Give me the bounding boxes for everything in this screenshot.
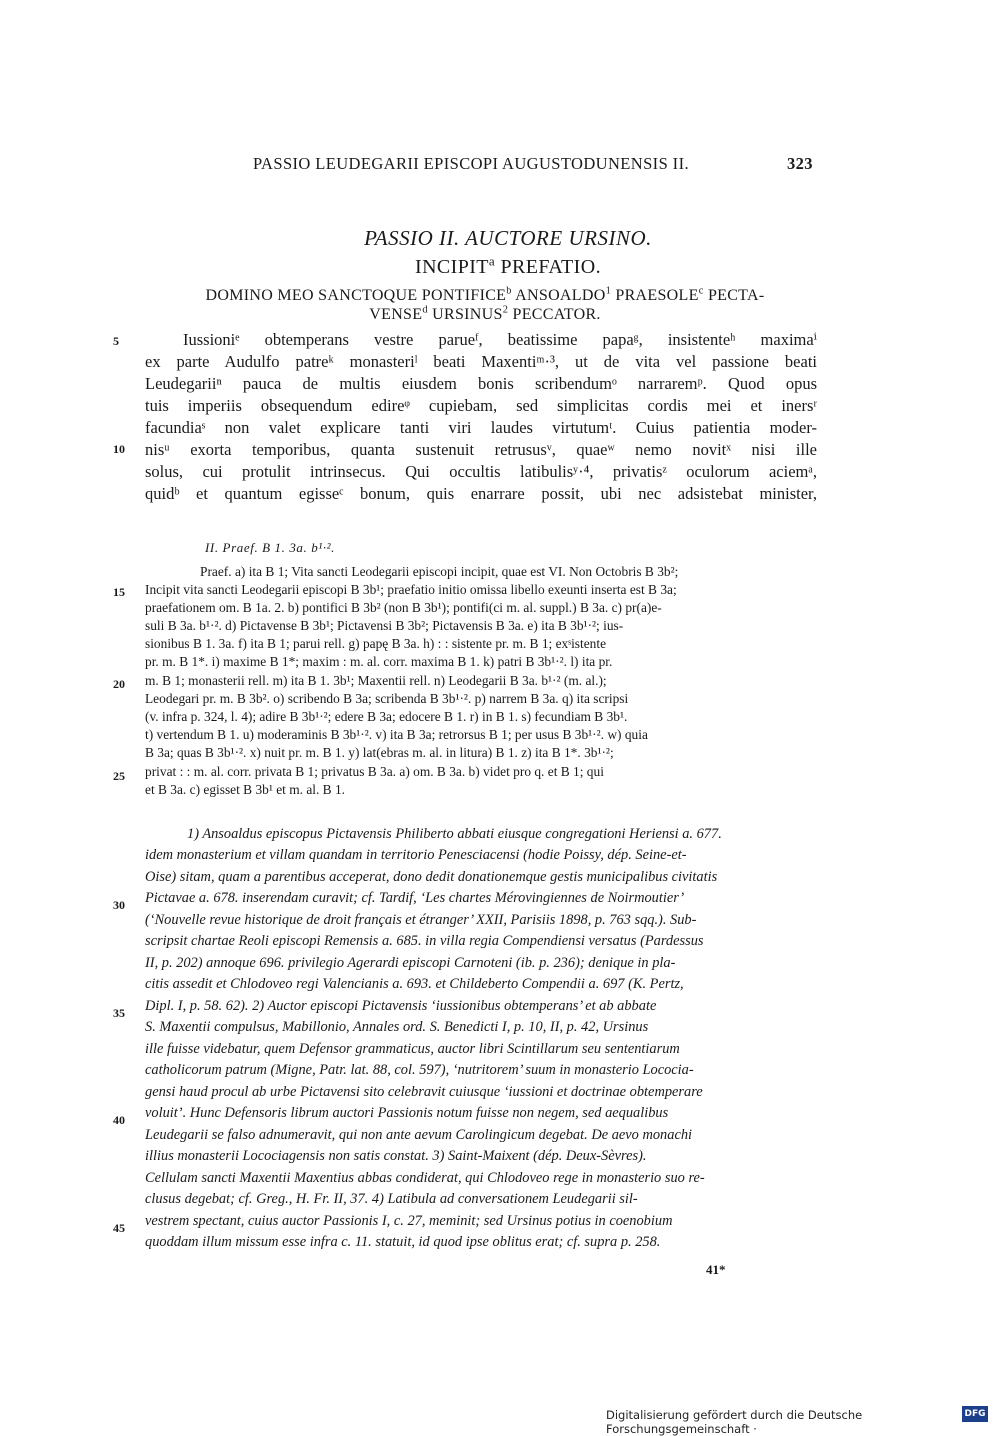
- dedication-sup: 2: [502, 304, 509, 316]
- line-number: 40: [113, 1113, 125, 1127]
- footnote-line: II, p. 202) annoque 696. privilegio Agerardi episcopi Carnoteni (ib. p. 236); denique in pla-: [145, 955, 676, 971]
- footnote-line: illius monasterii Locociagensis non satis constat. 3) Saint-Maixent (dép. Deux-Sèvres).: [145, 1148, 647, 1164]
- page-number: 323: [787, 154, 813, 173]
- running-title: PASSIO LEUDEGARII EPISCOPI AUGUSTODUNENSIS II.: [253, 154, 689, 173]
- footnote-line: Dipl. I, p. 58. 62). 2) Auctor episcopi Pictavensis ‘iussionibus obtemperans’ et ab abbate: [145, 998, 657, 1014]
- footnote-line: vestrem spectant, cuius auctor Passionis I, c. 27, meminit; sed Ursinus potius in coenobium: [145, 1213, 673, 1229]
- body-line: tuis imperiis obsequendum edireᵠ cupiebam, sed simplicitas cordis mei et inersʳ: [145, 396, 817, 415]
- line-number: 45: [113, 1221, 125, 1235]
- line-number: 5: [113, 334, 119, 348]
- footnote-line: idem monasterium et villam quandam in territorio Penesciacensi (hodie Poissy, dép. Seine-et-: [145, 847, 687, 863]
- footnote-line: scripsit chartae Reoli episcopi Remensis a. 685. in villa regia Compendiensi versatus (Pardessus: [145, 933, 704, 949]
- body-line: facundiaˢ non valet explicare tanti viri laudes virtutumᵗ. Cuius patientia moder-: [145, 418, 817, 437]
- apparatus-line: t) vertendum B 1. u) moderaminis B 3b¹·². v) ita B 3a; retrorsus B 1; per usus B 3b¹·². w) quia: [145, 727, 648, 742]
- apparatus-line: B 3a; quas B 3b¹·². x) nuit pr. m. B 1. y) lat(ebras m. al. in litura) B 1. z) ita B 1*. 3b¹·²;: [145, 745, 614, 760]
- footnote-line: Pictavae a. 678. inserendam curavit; cf. Tardif, ‘Les chartes Mérovingiennes de Noirmoutier’: [145, 890, 685, 906]
- footnote-line: Oise) sitam, quam a parentibus acceperat, dono dedit donationemque gestis municipalibus civitatis: [145, 869, 718, 885]
- apparatus-line: m. B 1; monasterii rell. m) ita B 1. 3b¹; Maxentii rell. n) Leodegarii B 3a. b¹·² (m. al.);: [145, 673, 607, 688]
- dedication-text: URSINUS: [432, 306, 503, 323]
- apparatus-line: Leodegari pr. m. B 3b². o) scribendo B 3a; scribenda B 3b¹·². p) narrem B 3a. q) ita scripsi: [145, 691, 629, 706]
- footnote-line: Cellulam sancti Maxentii Maxentius abbas condiderat, qui Chlodoveo rege in monasterio suo re-: [145, 1170, 705, 1186]
- incipit-heading: [0, 253, 1000, 279]
- apparatus-line: (v. infra p. 324, l. 4); adire B 3b¹·²; edere B 3a; edocere B 1. r) in B 1. s) fecundiam B 3b¹.: [145, 709, 628, 724]
- line-number: 15: [113, 585, 125, 599]
- dedication-text: ANSOALDO: [515, 287, 606, 304]
- dedication-sup: d: [422, 304, 428, 316]
- line-number: 10: [113, 442, 125, 456]
- line-number: 30: [113, 898, 125, 912]
- dedication-text: VENSE: [369, 306, 423, 323]
- dedication-text: PECTA-: [707, 287, 765, 304]
- body-line: quidᵇ et quantum egisseᶜ bonum, quis enarrare possit, ubi nec adsistebat minister,: [145, 484, 817, 503]
- dedication-sup: 1: [605, 285, 612, 297]
- apparatus-line: Incipit vita sancti Leodegarii episcopi B 3b¹; praefatio initio omissa libello exeunti inserta est B 3a;: [145, 582, 677, 597]
- apparatus-line: pr. m. B 1*. i) maxime B 1*; maxim : m. al. corr. maxima B 1. k) patri B 3b¹·². l) ita pr.: [145, 654, 613, 669]
- signature-mark: 41*: [706, 1262, 726, 1277]
- footnote-line: (‘Nouvelle revue historique de droit français et étranger’ XXII, Parisiis 1898, p. 763 sqq.). Sub-: [145, 912, 697, 928]
- body-line: Iussioniᵉ obtemperans vestre parueᶠ, beatissime papaᵍ, insistenteʰ maximaⁱ: [183, 330, 817, 349]
- apparatus-line: suli B 3a. b¹·². d) Pictavense B 3b¹; Pictavensi B 3b²; Pictavensis B 3a. e) ita B 3b¹·²; ius-: [145, 618, 624, 633]
- footnote-line: catholicorum patrum (Migne, Patr. lat. 88, col. 597), ‘nutritorem’ suum in monasterio Lococia-: [145, 1062, 694, 1078]
- footnote-line: S. Maxentii compulsus, Mabillonio, Annales ord. S. Benedicti I, p. 10, II, p. 42, Ursinus: [145, 1019, 649, 1035]
- dedication-line-1: [145, 287, 825, 305]
- body-line: nisᵘ exorta temporibus, quanta sustenuit retrususᵛ, quaeʷ nemo novitˣ nisi ille: [145, 440, 817, 459]
- footnote-line: quoddam illum missum esse infra c. 11. statuit, id quod ipse oblitus erat; cf. supra p. 258.: [145, 1234, 661, 1250]
- dedication-line-2: [145, 306, 825, 324]
- apparatus-heading: II. Praef. B 1. 3a. b¹·².: [205, 540, 336, 555]
- footnote-line: voluit’. Hunc Defensoris librum auctori Passionis notum fuisse non negem, sed aequalibus: [145, 1105, 669, 1121]
- apparatus-line: privat : : m. al. corr. privata B 1; privatus B 3a. a) om. B 3a. b) videt pro q. et B 1; qui: [145, 764, 604, 779]
- dfg-logo-icon: DFG: [962, 1406, 988, 1422]
- dedication-text: PECCATOR.: [512, 306, 601, 323]
- footnote-line: Leudegarii se falso adnumeravit, qui non ante aevum Carolingicum degebat. De aevo monachi: [145, 1127, 693, 1143]
- apparatus-line: et B 3a. c) egisset B 3b¹ et m. al. B 1.: [145, 782, 346, 797]
- incipit-word: INCIPIT: [415, 256, 489, 278]
- body-line: Leudegariiⁿ pauca de multis eiusdem bonis scribendumᵒ narraremᵖ. Quod opus: [145, 374, 817, 393]
- digitization-credit: Digitalisierung gefördert durch die Deutsche Forschungsgemeinschaft ·: [606, 1408, 863, 1436]
- section-title: PASSIO II. AUCTORE URSINO.: [364, 226, 652, 250]
- body-line: solus, cui protulit intrinsecus. Qui occultis latibulisʸ·⁴, privatisᶻ oculorum aciemᵃ,: [145, 462, 817, 481]
- apparatus-line: Praef. a) ita B 1; Vita sancti Leodegarii episcopi incipit, quae est VI. Non Octobris B 3b²;: [200, 564, 679, 579]
- line-number: 35: [113, 1006, 125, 1020]
- dedication-sup: b: [506, 285, 512, 297]
- dedication-sup: c: [698, 285, 704, 297]
- body-line: ex parte Audulfo patreᵏ monasteriˡ beati Maxentiᵐ·³, ut de vita vel passione beati: [145, 352, 817, 371]
- dedication-text: PRAESOLE: [615, 287, 699, 304]
- incipit-sup: a: [488, 253, 496, 269]
- dedication-text: DOMINO MEO SANCTOQUE PONTIFICE: [205, 287, 507, 304]
- apparatus-line: sionibus B 1. 3a. f) ita B 1; parui rell. g) papę B 3a. h) : : sistente pr. m. B 1; exˢistente: [145, 636, 607, 651]
- footnote-line: ille fuisse videbatur, quem Defensor grammaticus, auctor libri Scintillarum seu sententiarum: [145, 1041, 680, 1057]
- line-number: 25: [113, 769, 125, 783]
- footnote-line: citis assedit et Chlodoveo regi Valencianis a. 693. et Childeberto Compendii a. 697 (K. Pertz,: [145, 976, 684, 992]
- footnote-line: gensi haud procul ab urbe Pictavensi sito celebravit cuiusque ‘iussioni et doctrinae obtemperare: [145, 1084, 703, 1100]
- footnote-line: 1) Ansoaldus episcopus Pictavensis Philiberto abbati eiusque congregationi Heriensi a. 677.: [187, 826, 722, 842]
- footnote-line: clusus degebat; cf. Greg., H. Fr. II, 37. 4) Latibula ad conversationem Leudegarii sil-: [145, 1191, 638, 1207]
- running-header: [0, 154, 1000, 178]
- line-number: 20: [113, 677, 125, 691]
- prefatio-word: PREFATIO.: [500, 256, 601, 278]
- apparatus-line: praefationem om. B 1a. 2. b) pontifici B 3b² (non B 3b¹); pontifi(ci m. al. suppl.) B 3a. c) pr(a)e-: [145, 600, 662, 615]
